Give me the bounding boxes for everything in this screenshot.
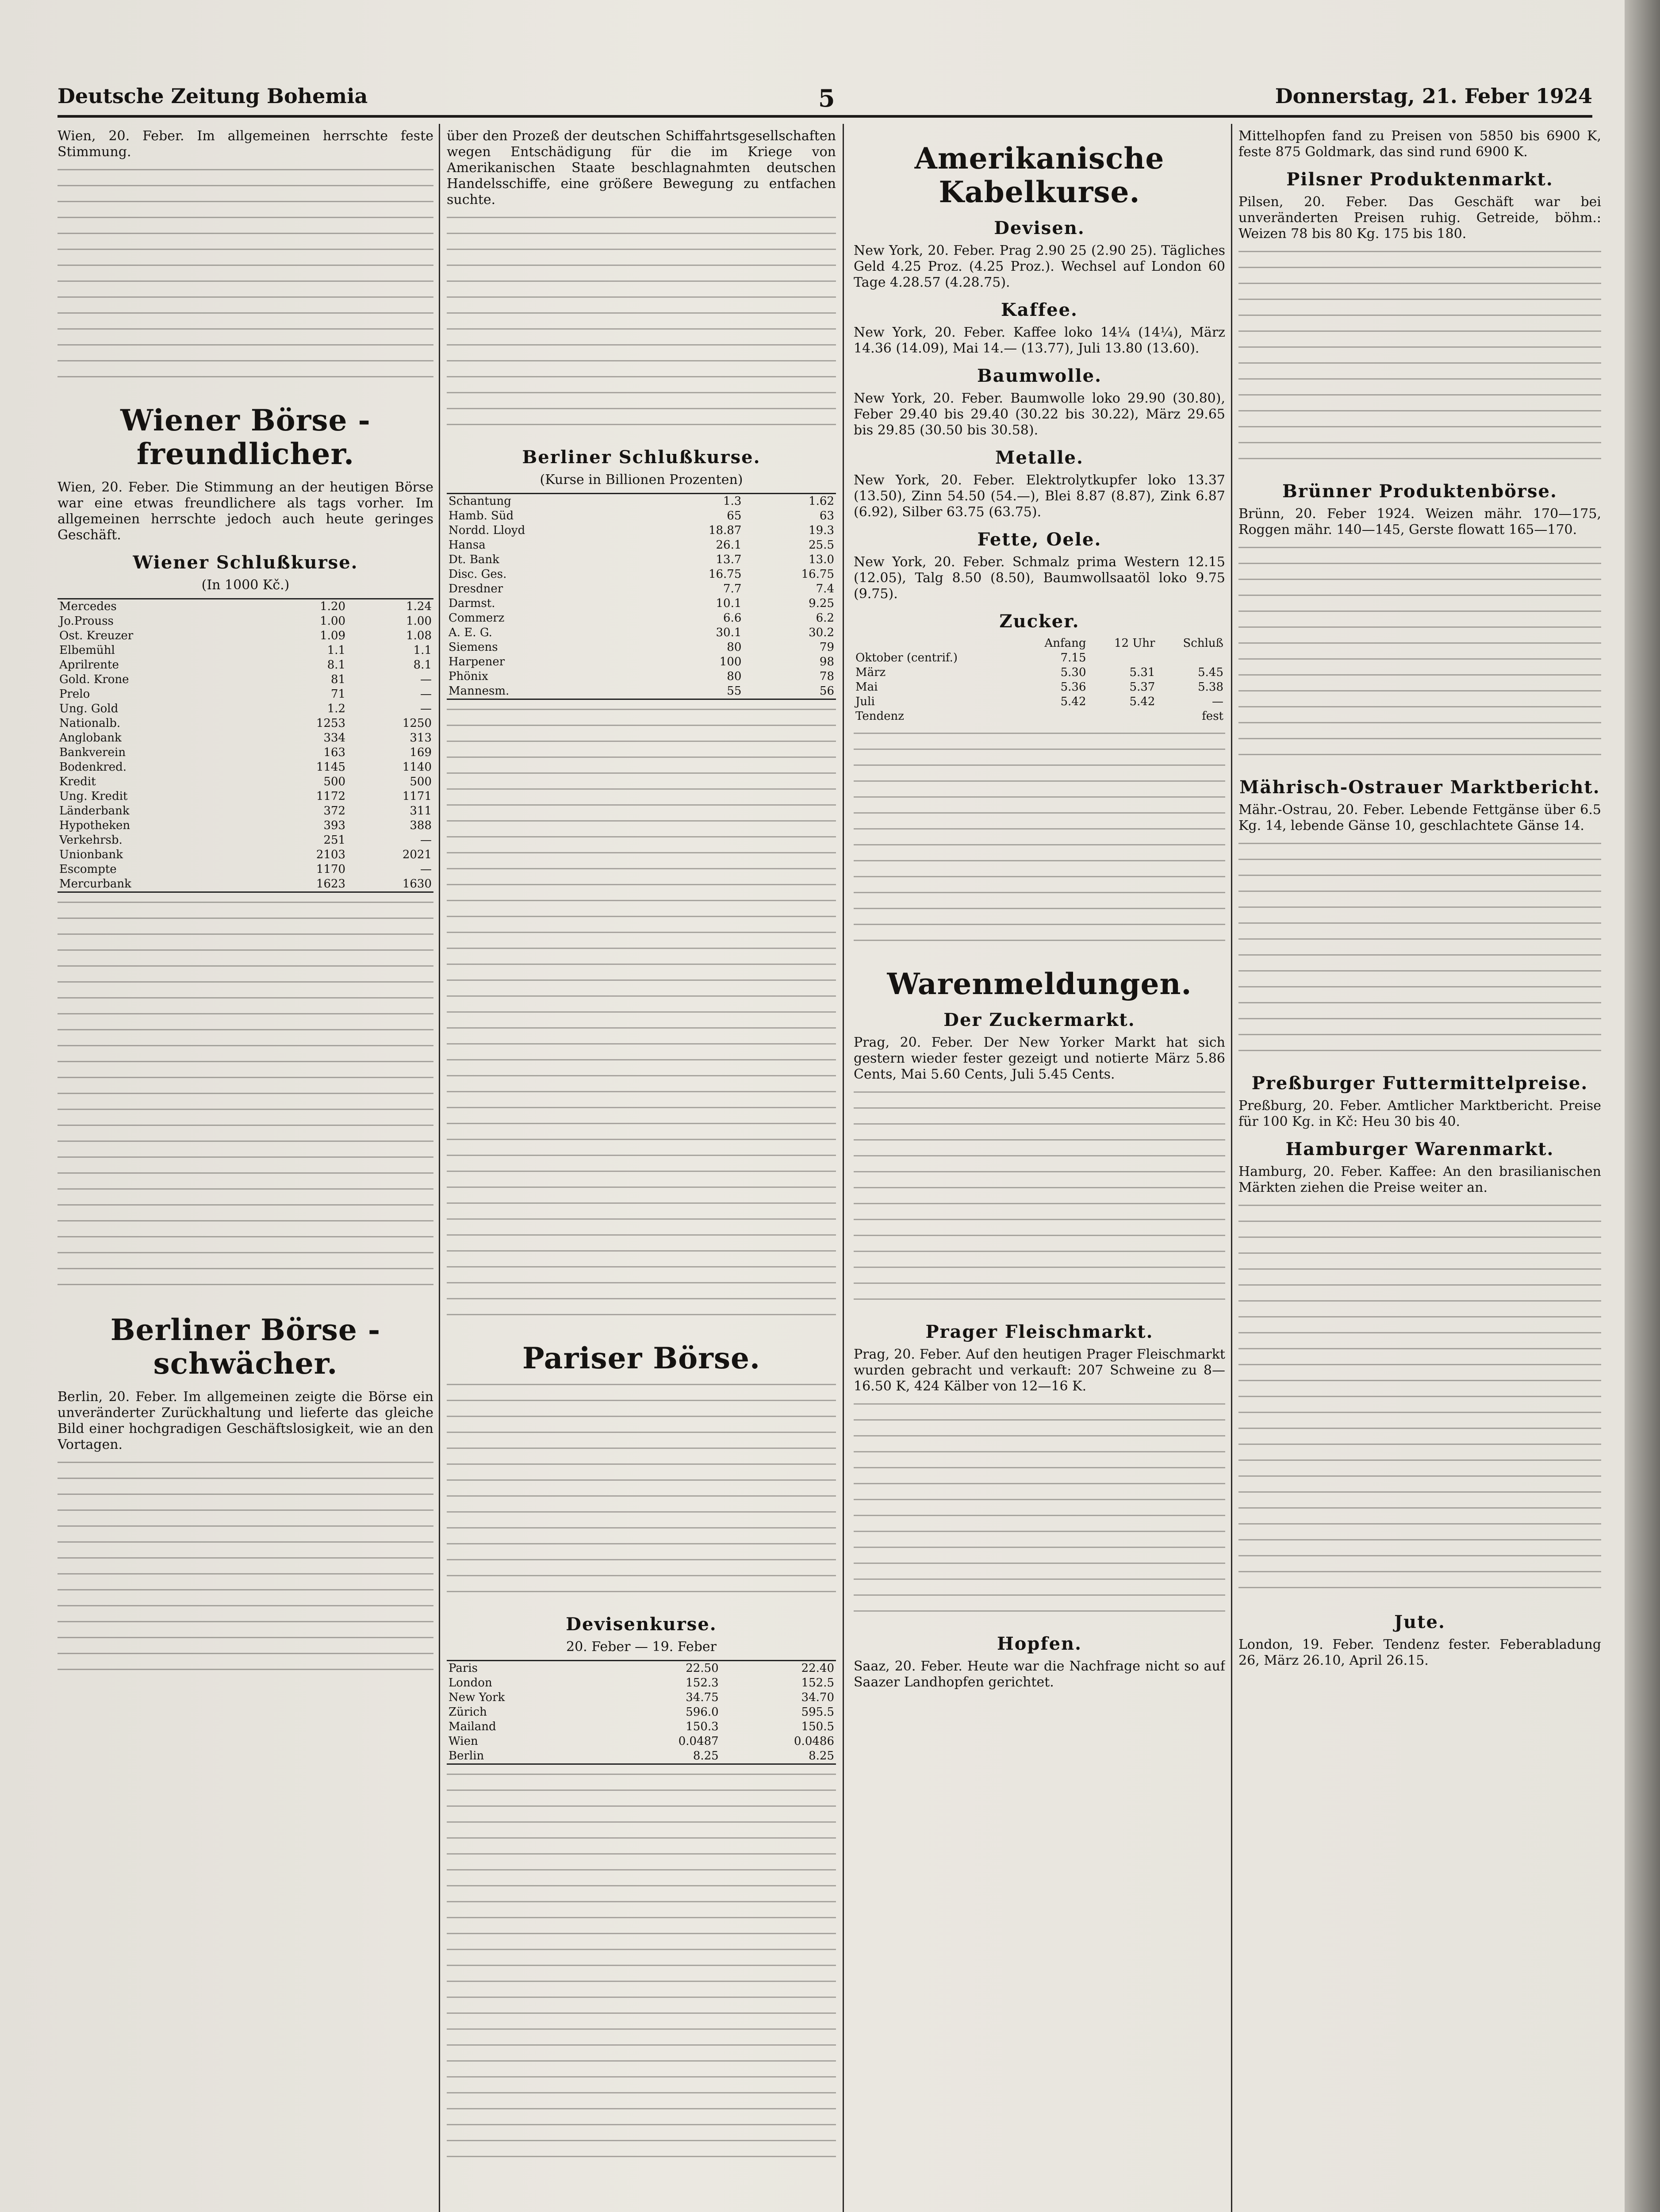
quote-value: 18.87 xyxy=(708,524,742,537)
quote-value: fest xyxy=(1202,710,1223,723)
quote-label: Bankverein xyxy=(59,746,126,759)
quote-label: Mailand xyxy=(449,1720,496,1733)
table-row xyxy=(447,596,836,611)
quote-label: A. E. G. xyxy=(449,626,492,639)
quote-value: 34.70 xyxy=(801,1691,834,1704)
quote-value: 334 xyxy=(323,731,346,745)
column-header xyxy=(854,636,1018,651)
quote-label: Mercurbank xyxy=(59,877,131,891)
quote-value: — xyxy=(420,863,432,876)
quote-label: London xyxy=(449,1676,492,1690)
quote-value: 5.36 xyxy=(1060,680,1086,694)
subheading-bruenner: Brünner Produktenbörse. xyxy=(1282,481,1557,502)
issue-date: Donnerstag, 21. Feber 1924 xyxy=(1275,84,1592,108)
quote-label: Nordd. Lloyd xyxy=(449,524,525,537)
quote-value: 30.1 xyxy=(716,626,742,639)
table-row xyxy=(447,669,836,684)
quote-label: Dt. Bank xyxy=(449,553,499,566)
currency-table xyxy=(447,1660,836,1765)
subheading-fleischmarkt: Prager Fleischmarkt. xyxy=(925,1321,1154,1342)
quote-value: 78 xyxy=(819,670,834,683)
paper-name: Deutsche Zeitung Bohemia xyxy=(58,84,368,108)
quote-value: 2103 xyxy=(316,848,346,861)
subheading-ostrauer: Mährisch-Ostrauer Marktbericht. xyxy=(1239,777,1600,798)
column-header: 12 Uhr xyxy=(1114,637,1155,650)
article-text-block xyxy=(447,217,836,438)
quote-label: Gold. Krone xyxy=(59,673,129,686)
quote-value: 13.0 xyxy=(809,553,834,566)
sugar-table xyxy=(854,636,1225,724)
quote-value: 1.09 xyxy=(320,629,346,642)
article-text: New York, 20. Feber. Schmalz prima Western 12.15 (12.05), Talg 8.50 (8.50), Baumwollsaatöl loko 9.75 (9.75). xyxy=(854,554,1225,602)
table-row xyxy=(447,1749,836,1764)
quote-value: 372 xyxy=(323,804,346,818)
table-row xyxy=(447,1720,836,1734)
table-row xyxy=(58,848,433,862)
subheading: 20. Feber — 19. Feber xyxy=(566,1639,717,1655)
heading-wiener-boerse: Wiener Börse - freundlicher. xyxy=(120,403,371,471)
quote-label: Dresdner xyxy=(449,582,503,595)
quotes-table-continued xyxy=(58,902,433,1300)
table-row xyxy=(447,684,836,699)
subheading-hopfen: Hopfen. xyxy=(997,1633,1082,1654)
heading-amerikanische-kabelkurse: Amerikanische Kabelkurse. xyxy=(914,141,1165,209)
quote-value: 1623 xyxy=(316,877,346,891)
quote-label: März xyxy=(855,666,886,679)
quote-value: 1171 xyxy=(402,790,432,803)
quote-value: 5.30 xyxy=(1060,666,1086,679)
table-row xyxy=(447,553,836,567)
heading-wiener-schlusskurse: Wiener Schlußkurse. xyxy=(133,552,358,573)
heading-warenmeldungen: Warenmeldungen. xyxy=(887,967,1192,1001)
quote-value: 5.42 xyxy=(1129,695,1155,708)
quote-value: 5.38 xyxy=(1198,680,1223,694)
column-rule xyxy=(843,124,844,2212)
table-row xyxy=(58,658,433,672)
quote-label: Berlin xyxy=(449,1749,484,1763)
table-row xyxy=(447,582,836,596)
heading-berliner-boerse: Berliner Börse - schwächer. xyxy=(110,1313,381,1381)
quote-value: 595.5 xyxy=(801,1705,834,1719)
article-text-block xyxy=(854,733,1225,954)
quote-value: 81 xyxy=(331,673,346,686)
quote-value: 1172 xyxy=(316,790,346,803)
subheading-hamburger: Hamburger Warenmarkt. xyxy=(1285,1139,1554,1160)
quote-label: Hansa xyxy=(449,538,486,552)
table-row xyxy=(58,804,433,818)
quote-value: 8.25 xyxy=(693,1749,719,1763)
page-number: 5 xyxy=(818,84,835,112)
quote-label: Disc. Ges. xyxy=(449,568,507,581)
subheading-devisen: Devisen. xyxy=(994,218,1085,238)
quote-label: Ung. Gold xyxy=(59,702,119,715)
quote-label: Hypotheken xyxy=(59,819,130,832)
table-row xyxy=(58,629,433,643)
article-text-block xyxy=(1238,251,1601,472)
table-row xyxy=(854,695,1225,709)
table-row xyxy=(58,789,433,804)
quote-value: 311 xyxy=(410,804,432,818)
quote-value xyxy=(1157,651,1225,665)
table-row xyxy=(447,567,836,582)
table-row xyxy=(58,877,433,892)
quote-label: Mannesm. xyxy=(449,684,510,698)
article-text: Brünn, 20. Feber 1924. Weizen mähr. 170—175, Roggen mähr. 140—145, Gerste flowatt 165—170. xyxy=(1238,506,1601,538)
article-text: Hamburg, 20. Feber. Kaffee: An den brasilianischen Märkten ziehen die Preise weiter an. xyxy=(1238,1164,1601,1195)
table-row xyxy=(58,760,433,775)
quote-label: Escompte xyxy=(59,863,117,876)
table-row xyxy=(447,640,836,655)
quote-value: 251 xyxy=(323,833,346,847)
currency-table-continued xyxy=(447,1774,836,2172)
article-text-block xyxy=(1238,547,1601,768)
table-row xyxy=(447,655,836,669)
table-row xyxy=(447,1676,836,1690)
quote-value: 25.5 xyxy=(809,538,834,552)
quote-value: 8.1 xyxy=(327,658,346,672)
quote-value: 55 xyxy=(727,684,742,698)
quote-value: 63 xyxy=(819,509,834,522)
quote-value: 5.37 xyxy=(1129,680,1155,694)
table-row xyxy=(447,1734,836,1749)
quote-value: 6.2 xyxy=(816,611,834,625)
quote-value: 150.3 xyxy=(686,1720,719,1733)
table-row xyxy=(58,818,433,833)
article-text-block xyxy=(854,1403,1225,1624)
quote-value: — xyxy=(420,687,432,701)
article-text: London, 19. Feber. Tendenz fester. Feberabladung 26, März 26.10, April 26.15. xyxy=(1238,1637,1601,1668)
table-row xyxy=(447,1690,836,1705)
quote-value: — xyxy=(420,833,432,847)
quote-label: Commerz xyxy=(449,611,505,625)
quotes-table xyxy=(447,493,836,700)
article-text: über den Prozeß der deutschen Schiffahrtsgesellschaften wegen Entschädigung für die im Kriege von Amerikanischen Staate beschlagnahmten deutschen Handelsschiffe, eine größere Bewegung zu entfachen suchte. xyxy=(447,128,836,207)
article-text: Mittelhopfen fand zu Preisen von 5850 bis 6900 K, feste 875 Goldmark, das sind rund 6900 K. xyxy=(1238,128,1601,160)
quote-label: Prelo xyxy=(59,687,90,701)
quote-label: Elbemühl xyxy=(59,644,115,657)
quote-value: 13.7 xyxy=(716,553,742,566)
table-row xyxy=(447,626,836,640)
subheading-pilsner: Pilsner Produktenmarkt. xyxy=(1286,169,1553,190)
quote-value: — xyxy=(420,702,432,715)
quote-label: Wien xyxy=(449,1735,478,1748)
quote-value: 1.00 xyxy=(406,614,432,628)
quote-value: 152.3 xyxy=(686,1676,719,1690)
article-text-block xyxy=(447,1384,836,1605)
quote-value: 500 xyxy=(323,775,346,788)
quote-value: 0.0486 xyxy=(794,1735,834,1748)
quote-label: Anglobank xyxy=(59,731,122,745)
quote-value: 0.0487 xyxy=(678,1735,719,1748)
quote-value: 152.5 xyxy=(801,1676,834,1690)
quote-value: 26.1 xyxy=(716,538,742,552)
subheading-zucker: Zucker. xyxy=(999,611,1080,632)
quote-value: 1.24 xyxy=(406,600,432,613)
article-text-block xyxy=(58,1462,433,1683)
quote-label: Juli xyxy=(855,695,875,708)
table-row xyxy=(447,523,836,538)
article-text: Saaz, 20. Feber. Heute war die Nachfrage nicht so auf Saazer Landhopfen gerichtet. xyxy=(854,1659,1225,1690)
article-text-block xyxy=(854,1091,1225,1313)
column-header: Schluß xyxy=(1183,637,1223,650)
quote-value: 1.3 xyxy=(723,495,742,508)
quote-value: 150.5 xyxy=(801,1720,834,1733)
quote-value xyxy=(1088,651,1157,665)
quote-value: 1.08 xyxy=(406,629,432,642)
column-1 xyxy=(58,128,433,2212)
quote-value: 34.75 xyxy=(686,1691,719,1704)
quote-label: Länderbank xyxy=(59,804,130,818)
quote-value: 5.45 xyxy=(1198,666,1223,679)
quote-value: 1.00 xyxy=(320,614,346,628)
quote-value: 7.7 xyxy=(723,582,742,595)
quote-value: 169 xyxy=(410,746,432,759)
subheading-pressburger: Preßburger Futtermittelpreise. xyxy=(1251,1073,1588,1094)
table-row xyxy=(854,665,1225,680)
quote-value: 1.1 xyxy=(327,644,346,657)
quote-label: Jo.Prouss xyxy=(59,614,114,628)
quote-value: 393 xyxy=(323,819,346,832)
table-row xyxy=(58,702,433,716)
table-row xyxy=(58,833,433,848)
table-row xyxy=(447,538,836,553)
quote-value: 80 xyxy=(727,641,742,654)
quote-value: 30.2 xyxy=(809,626,834,639)
subheading-metalle: Metalle. xyxy=(995,447,1084,468)
heading-berliner-schlusskurse: Berliner Schlußkurse. xyxy=(522,447,761,468)
quote-value: 5.31 xyxy=(1129,666,1155,679)
article-text-block xyxy=(58,169,433,390)
table-row xyxy=(447,509,836,523)
article-text-block xyxy=(1238,843,1601,1064)
quote-value xyxy=(1088,709,1157,724)
page-edge-shadow xyxy=(1625,0,1660,2212)
subheading-jute: Jute. xyxy=(1394,1612,1445,1632)
table-row xyxy=(58,614,433,629)
quote-value: 163 xyxy=(323,746,346,759)
subheading-zuckermarkt: Der Zuckermarkt. xyxy=(943,1010,1135,1030)
article-text: Pilsen, 20. Feber. Das Geschäft war bei unveränderten Preisen ruhig. Getreide, böhm.: Weizen 78 bis 80 Kg. 175 bis 180. xyxy=(1238,194,1601,242)
quote-value: 5.42 xyxy=(1060,695,1086,708)
table-row xyxy=(58,599,433,614)
quote-label: Bodenkred. xyxy=(59,760,127,774)
table-row xyxy=(58,775,433,789)
article-text: Wien, 20. Feber. Die Stimmung an der heutigen Börse war eine etwas freundlichere als tags vorher. Im allgemeinen herrschte jedoch auch heute geringes Geschäft. xyxy=(58,480,433,543)
column-3 xyxy=(854,128,1225,2212)
quote-value: 8.1 xyxy=(413,658,432,672)
table-row xyxy=(58,731,433,745)
quote-label: Unionbank xyxy=(59,848,123,861)
quotes-table xyxy=(58,598,433,893)
quote-label: Paris xyxy=(449,1662,478,1675)
quote-label: Ung. Kredit xyxy=(59,790,128,803)
quote-value: 22.50 xyxy=(686,1662,719,1675)
quote-value: 65 xyxy=(727,509,742,522)
column-header: Anfang xyxy=(1044,637,1086,650)
quote-value: 7.4 xyxy=(816,582,834,595)
article-text: New York, 20. Feber. Baumwolle loko 29.90 (30.80), Feber 29.40 bis 29.40 (30.22 bis 30.22), März 29.65 bis 29.85 (30.50 bis 30.58). xyxy=(854,391,1225,438)
subheading-fette: Fette, Oele. xyxy=(977,529,1102,550)
quote-label: Siemens xyxy=(449,641,498,654)
quote-value: 79 xyxy=(819,641,834,654)
article-text-block xyxy=(1238,1205,1601,1603)
quote-value: 71 xyxy=(331,687,346,701)
table-row xyxy=(854,651,1225,665)
quote-value: 1140 xyxy=(402,760,432,774)
table-row xyxy=(58,672,433,687)
quote-value: 22.40 xyxy=(801,1662,834,1675)
quote-value: 1.1 xyxy=(413,644,432,657)
quote-value: 2021 xyxy=(402,848,432,861)
subheading: (In 1000 Kč.) xyxy=(201,577,290,593)
quote-value: 1.2 xyxy=(327,702,346,715)
quote-value: 1170 xyxy=(316,863,346,876)
quote-value: 1250 xyxy=(402,717,432,730)
subheading: (Kurse in Billionen Prozenten) xyxy=(540,472,743,488)
column-rule xyxy=(439,124,440,2212)
article-text: New York, 20. Feber. Elektrolytkupfer loko 13.37 (13.50), Zinn 54.50 (54.—), Blei 8.87 (8.87), Zink 6.87 (6.92), Silber 63.75 (63.75). xyxy=(854,472,1225,520)
heading-devisenkurse: Devisenkurse. xyxy=(566,1614,717,1635)
article-text: New York, 20. Feber. Kaffee loko 14¼ (14¼), März 14.36 (14.09), Mai 14.— (13.77), Juli 13.80 (13.60). xyxy=(854,325,1225,356)
quote-value: 500 xyxy=(410,775,432,788)
quote-value: 9.25 xyxy=(809,597,834,610)
quote-value: 98 xyxy=(819,655,834,668)
quote-value: 1630 xyxy=(402,877,432,891)
quote-label: Mercedes xyxy=(59,600,117,613)
quote-value: — xyxy=(1212,695,1223,708)
quote-value: 16.75 xyxy=(708,568,742,581)
heading-pariser-boerse: Pariser Börse. xyxy=(522,1341,761,1375)
quote-value: 100 xyxy=(719,655,742,668)
column-rule xyxy=(1231,124,1232,2212)
table-row xyxy=(58,643,433,658)
quote-label: Oktober (centrif.) xyxy=(855,651,958,664)
quote-label: Harpener xyxy=(449,655,505,668)
quote-value: 8.25 xyxy=(809,1749,834,1763)
table-row xyxy=(854,709,1225,724)
quote-label: Tendenz xyxy=(855,710,904,723)
quote-value: — xyxy=(420,673,432,686)
table-row xyxy=(447,494,836,509)
quote-label: Darmst. xyxy=(449,597,495,610)
quote-label: Ost. Kreuzer xyxy=(59,629,134,642)
quote-label: Nationalb. xyxy=(59,717,121,730)
quote-value: 80 xyxy=(727,670,742,683)
subheading-kaffee: Kaffee. xyxy=(1001,300,1078,320)
article-text: New York, 20. Feber. Prag 2.90 25 (2.90 25). Tägliches Geld 4.25 Proz. (4.25 Proz.). Wechsel auf London 60 Tage 4.28.57 (4.28.75). xyxy=(854,243,1225,290)
masthead xyxy=(58,75,1592,118)
quote-value: 6.6 xyxy=(723,611,742,625)
table-row xyxy=(58,716,433,731)
quote-label: Schantung xyxy=(449,495,511,508)
quote-value: 1145 xyxy=(316,760,346,774)
quote-value: 7.15 xyxy=(1060,651,1086,664)
quote-value: 596.0 xyxy=(686,1705,719,1719)
quote-value: 19.3 xyxy=(809,524,834,537)
table-row xyxy=(447,1661,836,1676)
table-row xyxy=(447,611,836,626)
quote-value xyxy=(1018,709,1088,724)
quote-value: 56 xyxy=(819,684,834,698)
column-2 xyxy=(447,128,836,2212)
quote-value: 1253 xyxy=(316,717,346,730)
subheading-baumwolle: Baumwolle. xyxy=(977,365,1102,386)
quote-value: 16.75 xyxy=(801,568,834,581)
table-row xyxy=(58,687,433,702)
quote-value: 388 xyxy=(410,819,432,832)
quote-label: Kredit xyxy=(59,775,96,788)
article-text: Prag, 20. Feber. Der New Yorker Markt hat sich gestern wieder fester gezeigt und notierte März 5.86 Cents, Mai 5.60 Cents, Juli 5.45 Cents. xyxy=(854,1035,1225,1082)
quote-label: Aprilrente xyxy=(59,658,119,672)
table-row xyxy=(447,1705,836,1720)
quote-label: Mai xyxy=(855,680,878,694)
article-text: Wien, 20. Feber. Im allgemeinen herrschte feste Stimmung. xyxy=(58,128,433,160)
table-row xyxy=(854,680,1225,695)
quote-value: 10.1 xyxy=(716,597,742,610)
quote-label: Phönix xyxy=(449,670,488,683)
article-text: Preßburg, 20. Feber. Amtlicher Marktbericht. Preise für 100 Kg. in Kč: Heu 30 bis 40. xyxy=(1238,1098,1601,1129)
quote-label: Zürich xyxy=(449,1705,487,1719)
article-text: Prag, 20. Feber. Auf den heutigen Prager Fleischmarkt wurden gebracht und verkauft: 207 Schweine zu 8—16.50 K, 424 Kälber von 12—16 K. xyxy=(854,1347,1225,1394)
table-row xyxy=(58,745,433,760)
quote-label: Verkehrsb. xyxy=(59,833,123,847)
column-4 xyxy=(1238,128,1601,2212)
quote-value: 313 xyxy=(410,731,432,745)
table-row xyxy=(58,862,433,877)
quote-label: New York xyxy=(449,1691,505,1704)
article-text: Berlin, 20. Feber. Im allgemeinen zeigte die Börse ein unveränderter Zurückhaltung und lieferte das gleiche Bild einer hochgradigen Geschäftslosigkeit, wie an den Vortagen. xyxy=(58,1389,433,1452)
quotes-table-continued xyxy=(447,709,836,1328)
quote-label: Hamb. Süd xyxy=(449,509,514,522)
article-text: Mähr.-Ostrau, 20. Feber. Lebende Fettgänse über 6.5 Kg. 14, lebende Gänse 10, geschlachtete Gänse 14. xyxy=(1238,802,1601,833)
quote-value: 1.20 xyxy=(320,600,346,613)
quote-value: 1.62 xyxy=(809,495,834,508)
